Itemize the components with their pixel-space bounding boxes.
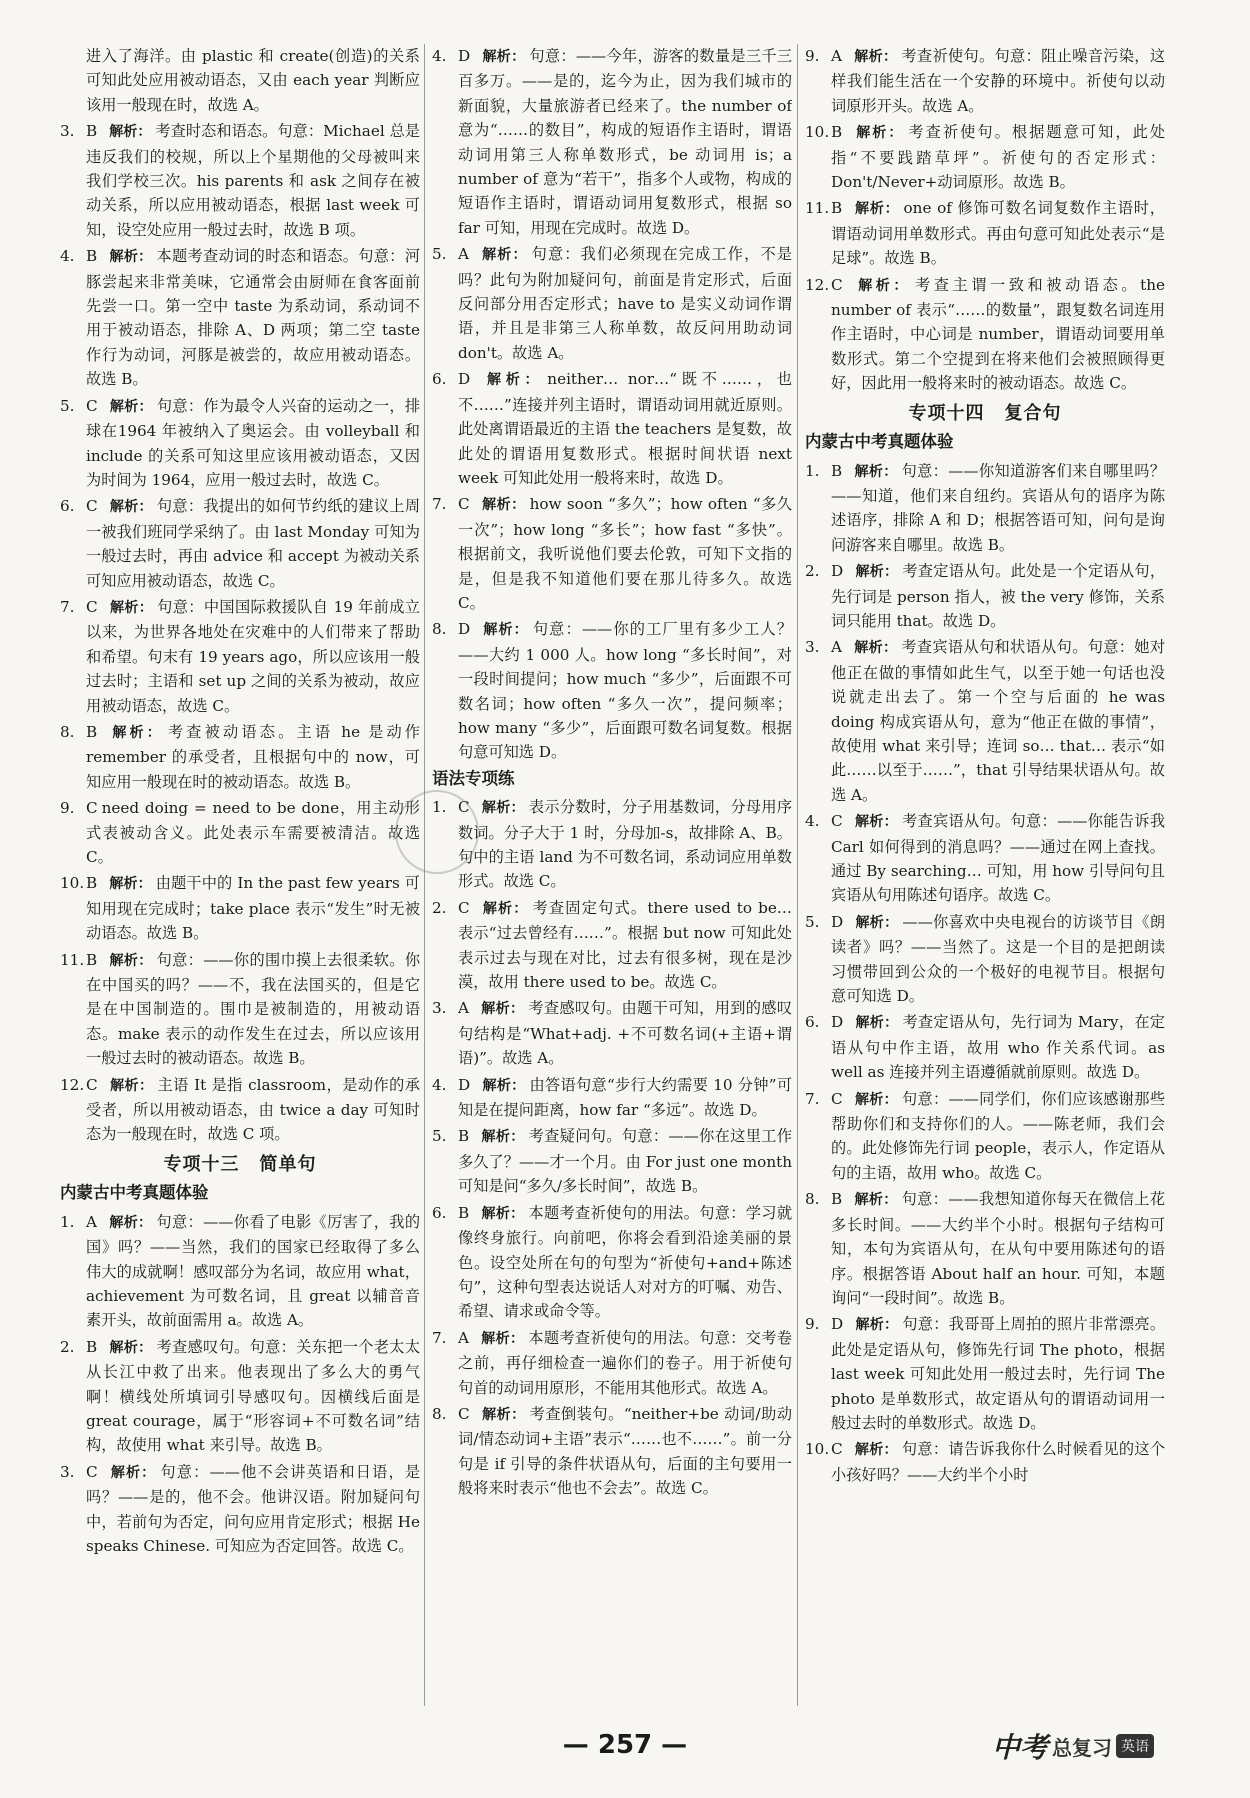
answer-letter: A — [458, 1328, 469, 1347]
answer-letter: D — [831, 562, 844, 581]
answer-item — [432, 1073, 792, 1123]
analysis-label: 解析： — [109, 876, 152, 893]
answer-item — [432, 492, 792, 615]
column-middle — [432, 44, 792, 1706]
answer-item — [432, 1201, 792, 1324]
analysis-text: 主语 It 是指 classroom，是动作的承受者，所以用被动语态，由 twice a day 可知时态为一般现在时，故选 C 项。 — [86, 1075, 420, 1144]
section-topic: 简单句 — [259, 1153, 317, 1175]
answer-item — [60, 796, 420, 869]
answer-item — [432, 367, 792, 490]
analysis-label: 解析： — [480, 247, 528, 264]
analysis-text: 句意：——你的工厂里有多少工人？——大约 1 000 人。how long “多长时间”，对一段时间提问；how much “多少”，后面跟不可数名词；how often “多久一次”，提问频率；how many “多少”，后面跟可数名词复数。根据句意可知选 D。 — [458, 620, 792, 762]
analysis-text: one of 修饰可数名词复数作主语时，谓语动词用单数形式。再由句意可知此处表示“是足球”。故选 B。 — [831, 199, 1165, 268]
analysis-label: 解析： — [853, 640, 898, 657]
item-number: 3. — [432, 999, 447, 1018]
answer-item — [805, 809, 1165, 908]
analysis-text: 句意：——同学们，你们应该感谢那些帮助你们和支持你们的人。——陈老师，我们会的。此处修饰先行词 people，表示人，作定语从句的主语，故用 who。故选 C。 — [831, 1089, 1165, 1182]
analysis-text: how soon “多久”；how often “多久一次”；how long “多长”；how fast “多快”。根据前文，我听说他们要去伦敦，可知下文指的是，但是我不知道他们要在那儿待多久。故选 C。 — [458, 495, 792, 612]
answer-item — [60, 119, 420, 242]
answer-item — [60, 394, 420, 493]
answer-item — [432, 44, 792, 240]
brand-main: 中考 — [992, 1731, 1049, 1764]
analysis-label: 解析： — [109, 1339, 153, 1356]
answer-item — [805, 1312, 1165, 1435]
answer-letter: D — [458, 47, 471, 65]
item-number: 6. — [60, 497, 75, 516]
item-number: 4. — [432, 1075, 447, 1094]
item-number: 7. — [432, 1328, 447, 1347]
answer-item — [432, 795, 792, 894]
answer-item — [432, 1326, 792, 1400]
analysis-label: 解析： — [108, 1214, 153, 1231]
analysis-text: 句意：请告诉我你什么时候看见的这个小孩好吗？——大约半个小时 — [831, 1440, 1165, 1484]
answer-item — [805, 459, 1165, 558]
answer-item — [432, 242, 792, 365]
analysis-label: 解析： — [855, 1015, 899, 1032]
item-number: 8. — [432, 1404, 447, 1423]
analysis-label: 解析： — [853, 49, 898, 65]
analysis-label: 解析： — [109, 499, 153, 516]
item-number: 11. — [805, 199, 830, 218]
subsection-title: 内蒙古中考真题体验 — [805, 432, 954, 452]
item-number: 5. — [432, 1127, 447, 1146]
answer-letter: C — [831, 812, 843, 831]
answer-item — [60, 1460, 420, 1559]
item-number: 10. — [805, 1440, 830, 1459]
subsection-title: 语法专项练 — [432, 768, 515, 788]
answer-item — [805, 1087, 1165, 1186]
answer-letter: D — [831, 1315, 844, 1334]
analysis-text: 考查祈使句。根据题意可知，此处指“不要践踏草坪”。祈使句的否定形式：Don't/Never+动词原形。故选 B。 — [831, 123, 1165, 192]
answer-letter: B — [458, 1203, 470, 1222]
analysis-label: 解析： — [854, 201, 900, 218]
analysis-text: 考查固定句式。there used to be… 表示“过去曾经有……”。根据 but now 可知此处表示过去与现在对比，过去有很多树，现在是沙漠，故用 there used to be。故选 C。 — [458, 898, 792, 992]
analysis-label: 解析： — [109, 1464, 157, 1481]
brand-subject: 英语 — [1116, 1734, 1154, 1758]
analysis-label: 解析： — [481, 900, 529, 917]
item-number: 5. — [432, 245, 447, 264]
analysis-text: neither… nor…“既不……，也不……”连接并列主语时，谓语动词用就近原则。此处离谓语最近的主语 the teachers 是复数，故此处的谓语用复数形式。根据时间状语 next week 可知此处用一般将来时，故选 D。 — [458, 370, 792, 487]
continued-text: 进入了海洋。由 plastic 和 create(创造)的关系可知此处应用被动语态，又由 each year 判断应该用一般现在时，故选 A。 — [86, 47, 420, 114]
item-number: 6. — [805, 1013, 820, 1032]
analysis-label: 解析： — [854, 1091, 898, 1108]
answer-item — [60, 595, 420, 718]
answer-letter: D — [458, 620, 471, 639]
section-title — [805, 402, 1165, 426]
analysis-text: 本题考查动词的时态和语态。句意：河豚尝起来非常美味，它通常会由厨师在食客面前先尝一口。第一空中 taste 为系动词，系动词不用于被动语态，排除 A、D 两项；第二空 taste 作行为动词，河豚是被尝的，故应用被动语态。故选 B。 — [86, 247, 420, 389]
answer-letter: C — [86, 1462, 98, 1481]
analysis-label: 解析： — [109, 599, 154, 616]
answer-letter: D — [831, 1013, 844, 1032]
analysis-text: 考查宾语从句和状语从句。句意：她对他正在做的事情如此生气，以至于她一句话也没说就走出去了。第一个空与后面的 he was doing 构成宾语从句，意为“他正在做的事情”，故使用 what 来引导；连词 so… that… 表示“如此……以至于……”，that 引导结果状语从句。故选 A。 — [831, 638, 1165, 804]
analysis-label: 解析： — [481, 1205, 525, 1222]
analysis-label: 解析： — [481, 1406, 526, 1423]
analysis-label: 解析： — [482, 49, 526, 65]
answer-letter: C — [458, 798, 470, 817]
analysis-label: 解析： — [109, 124, 152, 141]
analysis-text: 句意：——你知道游客们来自哪里吗？——知道，他们来自纽约。宾语从句的语序为陈述语序，排除 A 和 D；根据答语可知，问句是询问游客来自哪里。故选 B。 — [831, 461, 1165, 554]
item-number: 2. — [805, 562, 820, 581]
section-topic: 复合句 — [1004, 402, 1062, 424]
analysis-label: 解析： — [854, 1192, 898, 1209]
answer-letter: B — [831, 123, 843, 142]
answer-item — [432, 996, 792, 1070]
answer-letter: A — [831, 47, 842, 65]
analysis-label: 解析： — [854, 814, 898, 831]
item-number: 12. — [60, 1075, 85, 1094]
answer-item — [60, 244, 420, 391]
analysis-label: 解析： — [855, 564, 899, 581]
answer-item — [805, 559, 1165, 633]
item-number: 8. — [432, 620, 447, 639]
answer-letter: C — [831, 1089, 843, 1108]
item-number: 11. — [60, 950, 85, 969]
answer-letter: B — [86, 122, 98, 141]
answer-item — [60, 1073, 420, 1147]
answer-item — [60, 948, 420, 1071]
answer-letter: B — [86, 247, 98, 266]
item-number: 9. — [60, 799, 75, 818]
item-number: 6. — [432, 370, 447, 389]
item-number: 10. — [60, 874, 85, 893]
analysis-text: 句意：作为最令人兴奋的运动之一，排球在1964 年被纳入了奥运会。由 volleyball 和 include 的关系可知这里应该用被动语态，又因为时间为 1964，应用一般过去时，故选 C。 — [86, 396, 420, 489]
analysis-label: 解析： — [109, 724, 164, 741]
answer-letter: D — [831, 912, 844, 931]
answer-item — [805, 910, 1165, 1009]
item-number: 4. — [432, 47, 447, 65]
answer-letter: C — [458, 1404, 470, 1423]
answer-item — [432, 1124, 792, 1198]
analysis-label: 解析： — [854, 1442, 898, 1459]
item-number: 1. — [432, 798, 447, 817]
answer-letter: C — [86, 597, 98, 616]
page-number: — 257 — — [562, 1730, 688, 1760]
analysis-text: 句意：中国国际救援队自 19 年前成立以来，为世界各地处在灾难中的人们带来了帮助和希望。句末有 19 years ago，所以应该用一般过去时；主语和 set up 之间的关系为被动，故应用被动语态，故选 C。 — [86, 597, 420, 715]
item-number: 9. — [805, 1315, 820, 1334]
answer-letter: B — [831, 1190, 843, 1209]
analysis-label: 解析： — [854, 277, 911, 294]
answer-letter: B — [86, 1337, 98, 1356]
item-number: 2. — [60, 1337, 75, 1356]
answer-letter: C — [458, 898, 470, 917]
analysis-text: 考查疑问句。句意：——你在这里工作多久了？——才一个月。由 For just one month 可知是问“多久/多长时间”，故选 B。 — [458, 1127, 792, 1196]
item-number: 6. — [432, 1203, 447, 1222]
analysis-text: 表示分数时，分子用基数词，分母用序数词。分子大于 1 时，分母加-s，故排除 A、B。句中的主语 land 为不可数名词，系动词应用单数形式。故选 C。 — [458, 798, 792, 891]
analysis-text: 考查倒装句。“neither+be 动词/助动词/情态动词+主语”表示“……也不……”。前一分句是 if 引导的条件状语从句，后面的主句要用一般将来时表示“他也不会去”。故选 C。 — [458, 1404, 792, 1498]
analysis-text: need doing = need to be done，用主动形式表被动含义。此处表示车需要被清洁。故选 C。 — [86, 799, 420, 866]
answer-letter: D — [458, 1075, 471, 1094]
column-divider — [797, 44, 798, 1706]
analysis-text: 考查感叹句。由题干可知，用到的感叹句结构是“What+adj. +不可数名词(+主语+谓语)”。故选 A。 — [458, 999, 792, 1068]
answer-item — [805, 1010, 1165, 1084]
analysis-text: 句意：——今年，游客的数量是三千三百多万。——是的，迄今为止，因为我们城市的新面貌，大量旅游者已经来了。the number of 意为“……的数目”，构成的短语作主语时，谓语动词用第三人称单数形式，be 动词用 is；a number of 意为“若干”，指多个人或物，构成的短语作主语时，谓语动词用复数形式，根据 so far 可知，用现在完成时。故选 D。 — [458, 47, 792, 237]
analysis-text: 句意：——我想知道你每天在微信上花多长时间。——大约半个小时。根据句子结构可知，本句为宾语从句，在从句中要用陈述句的语序。根据答语 About half an hour. 可知，本题询问“一段时间”。故选 B。 — [831, 1190, 1165, 1307]
answer-item — [432, 896, 792, 995]
answer-letter: B — [458, 1127, 470, 1146]
item-number: 10. — [805, 123, 830, 142]
answer-item — [805, 44, 1165, 118]
analysis-text: 考查被动语态。主语 he 是动作 remember 的承受者，且根据句中的 now，可知应用一般现在时的被动语态。故选 B。 — [86, 722, 420, 791]
analysis-label: 解析： — [109, 398, 153, 415]
item-number: 8. — [805, 1190, 820, 1209]
analysis-label: 解析： — [854, 463, 898, 480]
column-right — [805, 44, 1165, 1706]
analysis-text: 考查祈使句。句意：阻止噪音污染，这样我们能生活在一个安静的环境中。祈使句以动词原形开头。故选 A。 — [831, 47, 1165, 115]
answer-item — [60, 720, 420, 794]
item-number: 3. — [60, 1462, 75, 1481]
answer-item — [60, 494, 420, 593]
item-number: 5. — [805, 912, 820, 931]
answer-letter: A — [831, 638, 842, 657]
analysis-text: 考查感叹句。句意：关东把一个老太太从长江中救了出来。他表现出了多么大的勇气啊！横线处所填词引导感叹句。因横线后面是 great courage，属于“形容词+不可数名词”结构，故使用 what 来引导。故选 B。 — [86, 1337, 420, 1455]
analysis-label: 解析： — [855, 1317, 899, 1334]
analysis-text: 考查主谓一致和被动语态。the number of 表示“……的数量”，跟复数名词连用作主语时，中心词是 number，谓语动词要用单数形式。第二个空提到在将来他们会被照顾得更好，因此用一般将来时的被动语态。故选 C。 — [831, 275, 1165, 393]
analysis-label: 解析： — [109, 249, 153, 266]
item-number: 7. — [60, 597, 75, 616]
answer-letter: C — [831, 275, 843, 294]
item-number: 1. — [60, 1212, 75, 1231]
subsection-title: 内蒙古中考真题体验 — [60, 1183, 209, 1203]
answer-item — [60, 1210, 420, 1333]
item-number: 3. — [60, 122, 75, 141]
item-number: 5. — [60, 396, 75, 415]
answer-letter: C — [458, 495, 470, 514]
item-number: 1. — [805, 461, 820, 480]
analysis-label: 解析： — [481, 497, 526, 514]
answer-item — [805, 196, 1165, 270]
column-left — [60, 44, 420, 1706]
analysis-text: 由题干中的 In the past few years 可知用现在完成时；take place 表示“发生”时无被动语态。故选 B。 — [86, 874, 420, 943]
section-number: 专项十四 — [908, 402, 985, 424]
answer-item — [805, 273, 1165, 396]
item-number: 7. — [432, 495, 447, 514]
item-number: 9. — [805, 47, 820, 65]
answer-letter: B — [86, 950, 98, 969]
answer-letter: B — [86, 722, 98, 741]
analysis-text: 句意：我们必须现在完成工作，不是吗？此句为附加疑问句，前面是肯定形式，后面反问部分用否定形式；have to 是实义动词作谓语，并且是非第三人称单数，故反问用助动词 don't。故选 A。 — [458, 245, 792, 362]
item-number: 2. — [432, 898, 447, 917]
analysis-label: 解析： — [109, 1077, 154, 1094]
analysis-label: 解析： — [481, 800, 525, 817]
brand-sub: 总复习 — [1052, 1735, 1113, 1760]
brand-logo — [992, 1726, 1192, 1766]
answer-item — [805, 1187, 1165, 1310]
answer-item — [432, 1402, 792, 1501]
analysis-text: 句意：——他不会讲英语和日语，是吗？——是的，他不会。他讲汉语。附加疑问句中，若前句为否定，问句应用肯定形式；根据 He speaks Chinese. 可知应为否定回答。故选 C。 — [86, 1462, 420, 1555]
item-number: 7. — [805, 1089, 820, 1108]
answer-letter: C — [86, 799, 98, 818]
answer-item — [60, 1335, 420, 1458]
item-number: 4. — [805, 812, 820, 831]
analysis-label: 解析： — [480, 1001, 525, 1018]
analysis-label: 解析： — [481, 1129, 525, 1146]
analysis-text: ——你喜欢中央电视台的访谈节目《朗读者》吗？——当然了。这是一个目的是把朗读习惯带回到公众的一个极好的电视节目。根据句意可知选 D。 — [831, 912, 1165, 1006]
answer-item — [805, 1437, 1165, 1487]
analysis-text: 句意：我提出的如何节约纸的建议上周一被我们班同学采纳了。由 last Monday 可知为一般过去时，再由 advice 和 accept 为被动关系可知应用被动语态，故选 C。 — [86, 497, 420, 590]
analysis-text: 本题考查祈使句的用法。句意：学习就像终身旅行。向前吧，你将会看到沿途美丽的景色。设空处所在句的句型为“祈使句+and+陈述句”，这种句型表达说话人对对方的叮嘱、劝告、希望、请求或命令等。 — [458, 1203, 792, 1321]
item-number: 8. — [60, 722, 75, 741]
answer-letter: C — [86, 396, 98, 415]
analysis-text: 句意：——你的围巾摸上去很柔软。你在中国买的吗？——不，我在法国买的，但是它是在中国制造的。围巾是被制造的，用被动语态。make 表示的动作发生在过去，所以应该用一般过去时的被动语态。故选 B。 — [86, 950, 420, 1068]
analysis-text: 句意：——你看了电影《厉害了，我的国》吗？——当然，我们的国家已经取得了多么伟大的成就啊！感叹部分为名词，故应用 what，achievement 为可数名词，且 great 以辅音音素开头，故前面需用 a。故选 A。 — [86, 1212, 420, 1330]
answer-letter: C — [831, 1440, 843, 1459]
answer-letter: D — [458, 370, 471, 389]
answer-letter: A — [458, 245, 469, 264]
section-number: 专项十三 — [163, 1153, 240, 1175]
section-title — [60, 1153, 420, 1177]
analysis-text: 考查宾语从句。句意：——你能告诉我 Carl 如何得到的消息吗？——通过在网上查找。通过 By searching… 可知，用 how 引导问句且宾语从句用陈述句语序。故选 C。 — [831, 812, 1165, 905]
analysis-text: 考查定语从句。此处是一个定语从句，先行词是 person 指人，被 the very 修饰，关系词只能用 that。故选 D。 — [831, 562, 1165, 630]
answer-item — [805, 120, 1165, 194]
answer-letter: B — [86, 874, 98, 893]
analysis-label: 解析： — [482, 372, 544, 389]
answer-item — [432, 617, 792, 764]
answer-item — [60, 871, 420, 945]
analysis-text: 本题考查祈使句的用法。句意：交考卷之前，再仔细检查一遍你们的卷子。用于祈使句句首的动词用原形，不能用其他形式。故选 A。 — [458, 1328, 792, 1397]
item-number: 3. — [805, 638, 820, 657]
item-number: 4. — [60, 247, 75, 266]
item-number: 12. — [805, 275, 830, 294]
analysis-label: 解析： — [855, 914, 899, 931]
analysis-label: 解析： — [109, 952, 153, 969]
answer-letter: A — [458, 999, 469, 1018]
analysis-label: 解析： — [482, 622, 529, 639]
analysis-label: 解析： — [854, 125, 905, 142]
answer-letter: A — [86, 1212, 97, 1231]
analysis-text: 考查定语从句，先行词为 Mary，在定语从句中作主语，故用 who 作关系代词。as well as 连接并列主语遵循就前原则。故选 D。 — [831, 1013, 1165, 1082]
answer-letter: B — [831, 461, 843, 480]
answer-letter: C — [86, 1075, 98, 1094]
analysis-text: 句意：我哥哥上周拍的照片非常漂亮。此处是定语从句，修饰先行词 The photo，根据 last week 可知此处用一般过去时，先行词 The photo 是单数形式，故定语从句的谓语动词用一般过去时的单数形式。故选 D。 — [831, 1315, 1165, 1432]
analysis-label: 解析： — [482, 1077, 526, 1094]
answer-item — [805, 635, 1165, 807]
analysis-text: 由答语句意“步行大约需要 10 分钟”可知是在提问距离，how far “多远”。故选 D。 — [458, 1075, 792, 1120]
analysis-text: 考查时态和语态。句意：Michael 总是违反我们的校规，所以上个星期他的父母被叫来我们学校三次。his parents 和 ask 之间存在被动关系，所以应用被动语态，根据 last week 可知，设空处应用一般过去时，故选 B 项。 — [86, 122, 420, 239]
column-divider — [424, 44, 425, 1706]
analysis-label: 解析： — [480, 1330, 525, 1347]
answer-letter: B — [831, 199, 843, 218]
answer-letter: C — [86, 497, 98, 516]
